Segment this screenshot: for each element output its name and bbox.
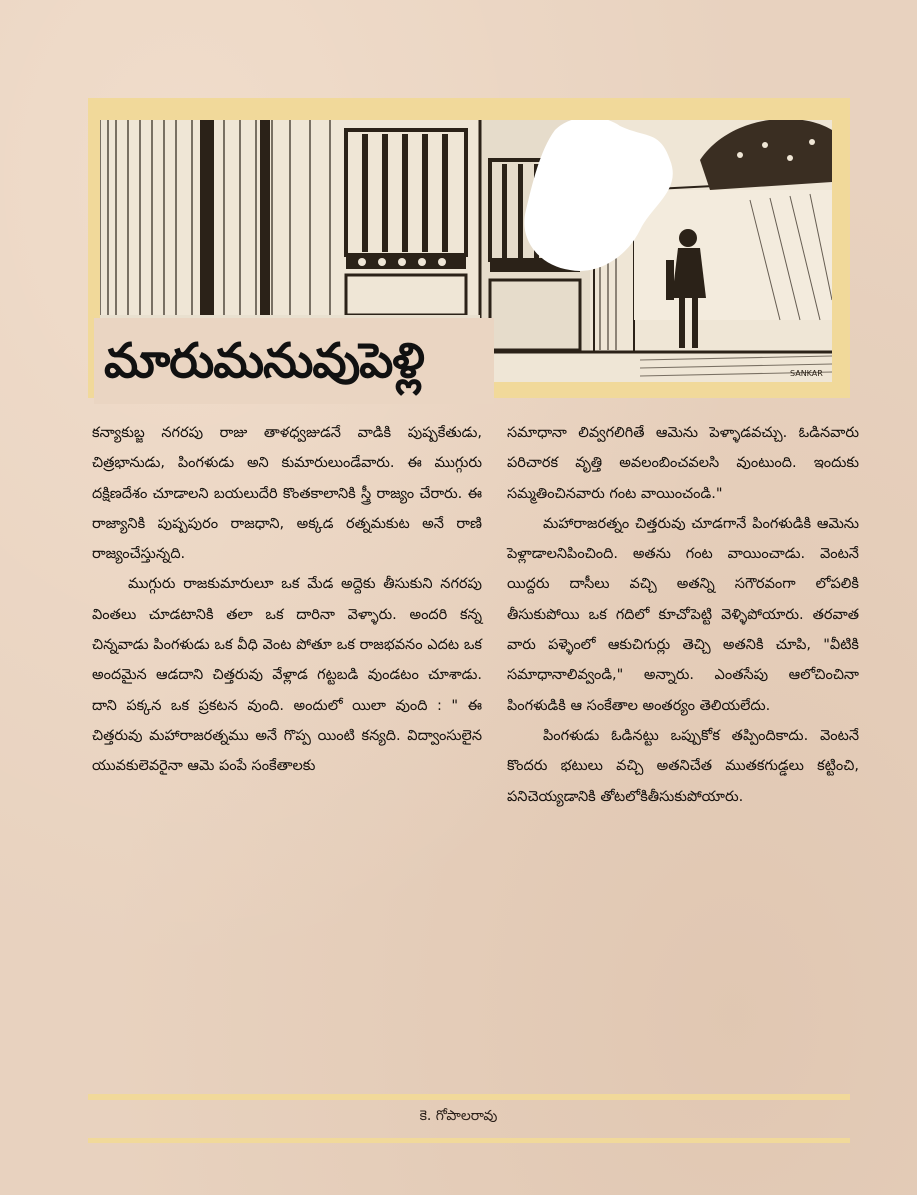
right-paragraph-3: పింగళుడు ఓడినట్టు ఒప్పుకోక తప్పిందికాదు. వెంటనే కొందరు భటులు వచ్చి అతనిచేత ముతకగుడ్డలు కట్టించి, పనిచెయ్యడానికి తోటలోకితీసుకుపోయారు. [507, 727, 859, 805]
footer-rule-bottom [88, 1138, 850, 1143]
right-paragraph-1: సమాధానా లివ్వగలిగితే ఆమెను పెళ్ళాడవచ్చు. ఓడినవారు పరిచారక వృత్తి అవలంబించవలసి వుంటుంది. ఇందుకు సమ్మతించినవారు గంట వాయించండి." [507, 425, 859, 502]
artist-signature: SANKAR [790, 369, 823, 378]
author-byline [0, 1108, 917, 1127]
right-paragraph-2: మహారాజరత్నం చిత్తరువు చూడగానే పింగళుడికి ఆమెను పెళ్లాడాలనిపించింది. అతను గంట వాయించాడు. వెంటనే యిద్దరు దాసీలు వచ్చి అతన్ని సగౌరవంగా లోపలికి తీసుకుపోయి ఒక గదిలో కూచోపెట్టి వెళ్ళిపోయారు. తరవాత వారు పళ్ళెంలో ఆకుచిగుర్లు తెచ్చి అతనికి చూపి, "వీటికి సమాధానాలివ్వండి," అన్నారు. ఎంతసేపు ఆలోచించినా పింగళుడికి ఆ సంకేతాల అంతర్యం తెలియలేదు. [507, 515, 859, 714]
footer-rule-top [88, 1094, 850, 1100]
author-name: కె. గోపాలరావు [419, 1108, 498, 1124]
right-column [507, 418, 859, 812]
story-title: మారుమనువుపెళ్లి [94, 318, 494, 404]
left-column [92, 418, 482, 782]
left-paragraph-2: ముగ్గురు రాజకుమారులూ ఒక మేడ అద్దెకు తీసుకుని నగరపు వింతలు చూడటానికి తలా ఒక దారినా వెళ్ళారు. అందరి కన్న చిన్నవాడు పింగళుడు ఒక వీధి వెంట పోతూ ఒక రాజభవనం ఎదట ఒక అందమైన ఆడదాని చిత్తరువు వేళ్లాడ గట్టబడి వుండటం చూశాడు. దాని పక్కన ఒక ప్రకటన వుంది. అందులో యిలా వుంది : " ఈ చిత్తరువు మహారాజరత్నము అనే గొప్ప యింటి కన్యది. విద్వాంసులైన యువకులెవరైనా ఆమె పంపే సంకేతాలకు [92, 576, 482, 775]
left-paragraph-1: కన్యాకుబ్జ నగరపు రాజు తాళధ్వజుడనే వాడికి పుష్పకేతుడు, చిత్రభానుడు, పింగళుడు అని కుమారులుండేవారు. ఈ ముగ్గురు దక్షిణదేశం చూడాలని బయలుదేరి కొంతకాలానికి స్త్రీ రాజ్యం చేరారు. ఈ రాజ్యానికి పుష్పపురం రాజధాని, అక్కడ రత్నమకుట అనే రాణి రాజ్యంచేస్తున్నది. [92, 425, 482, 563]
